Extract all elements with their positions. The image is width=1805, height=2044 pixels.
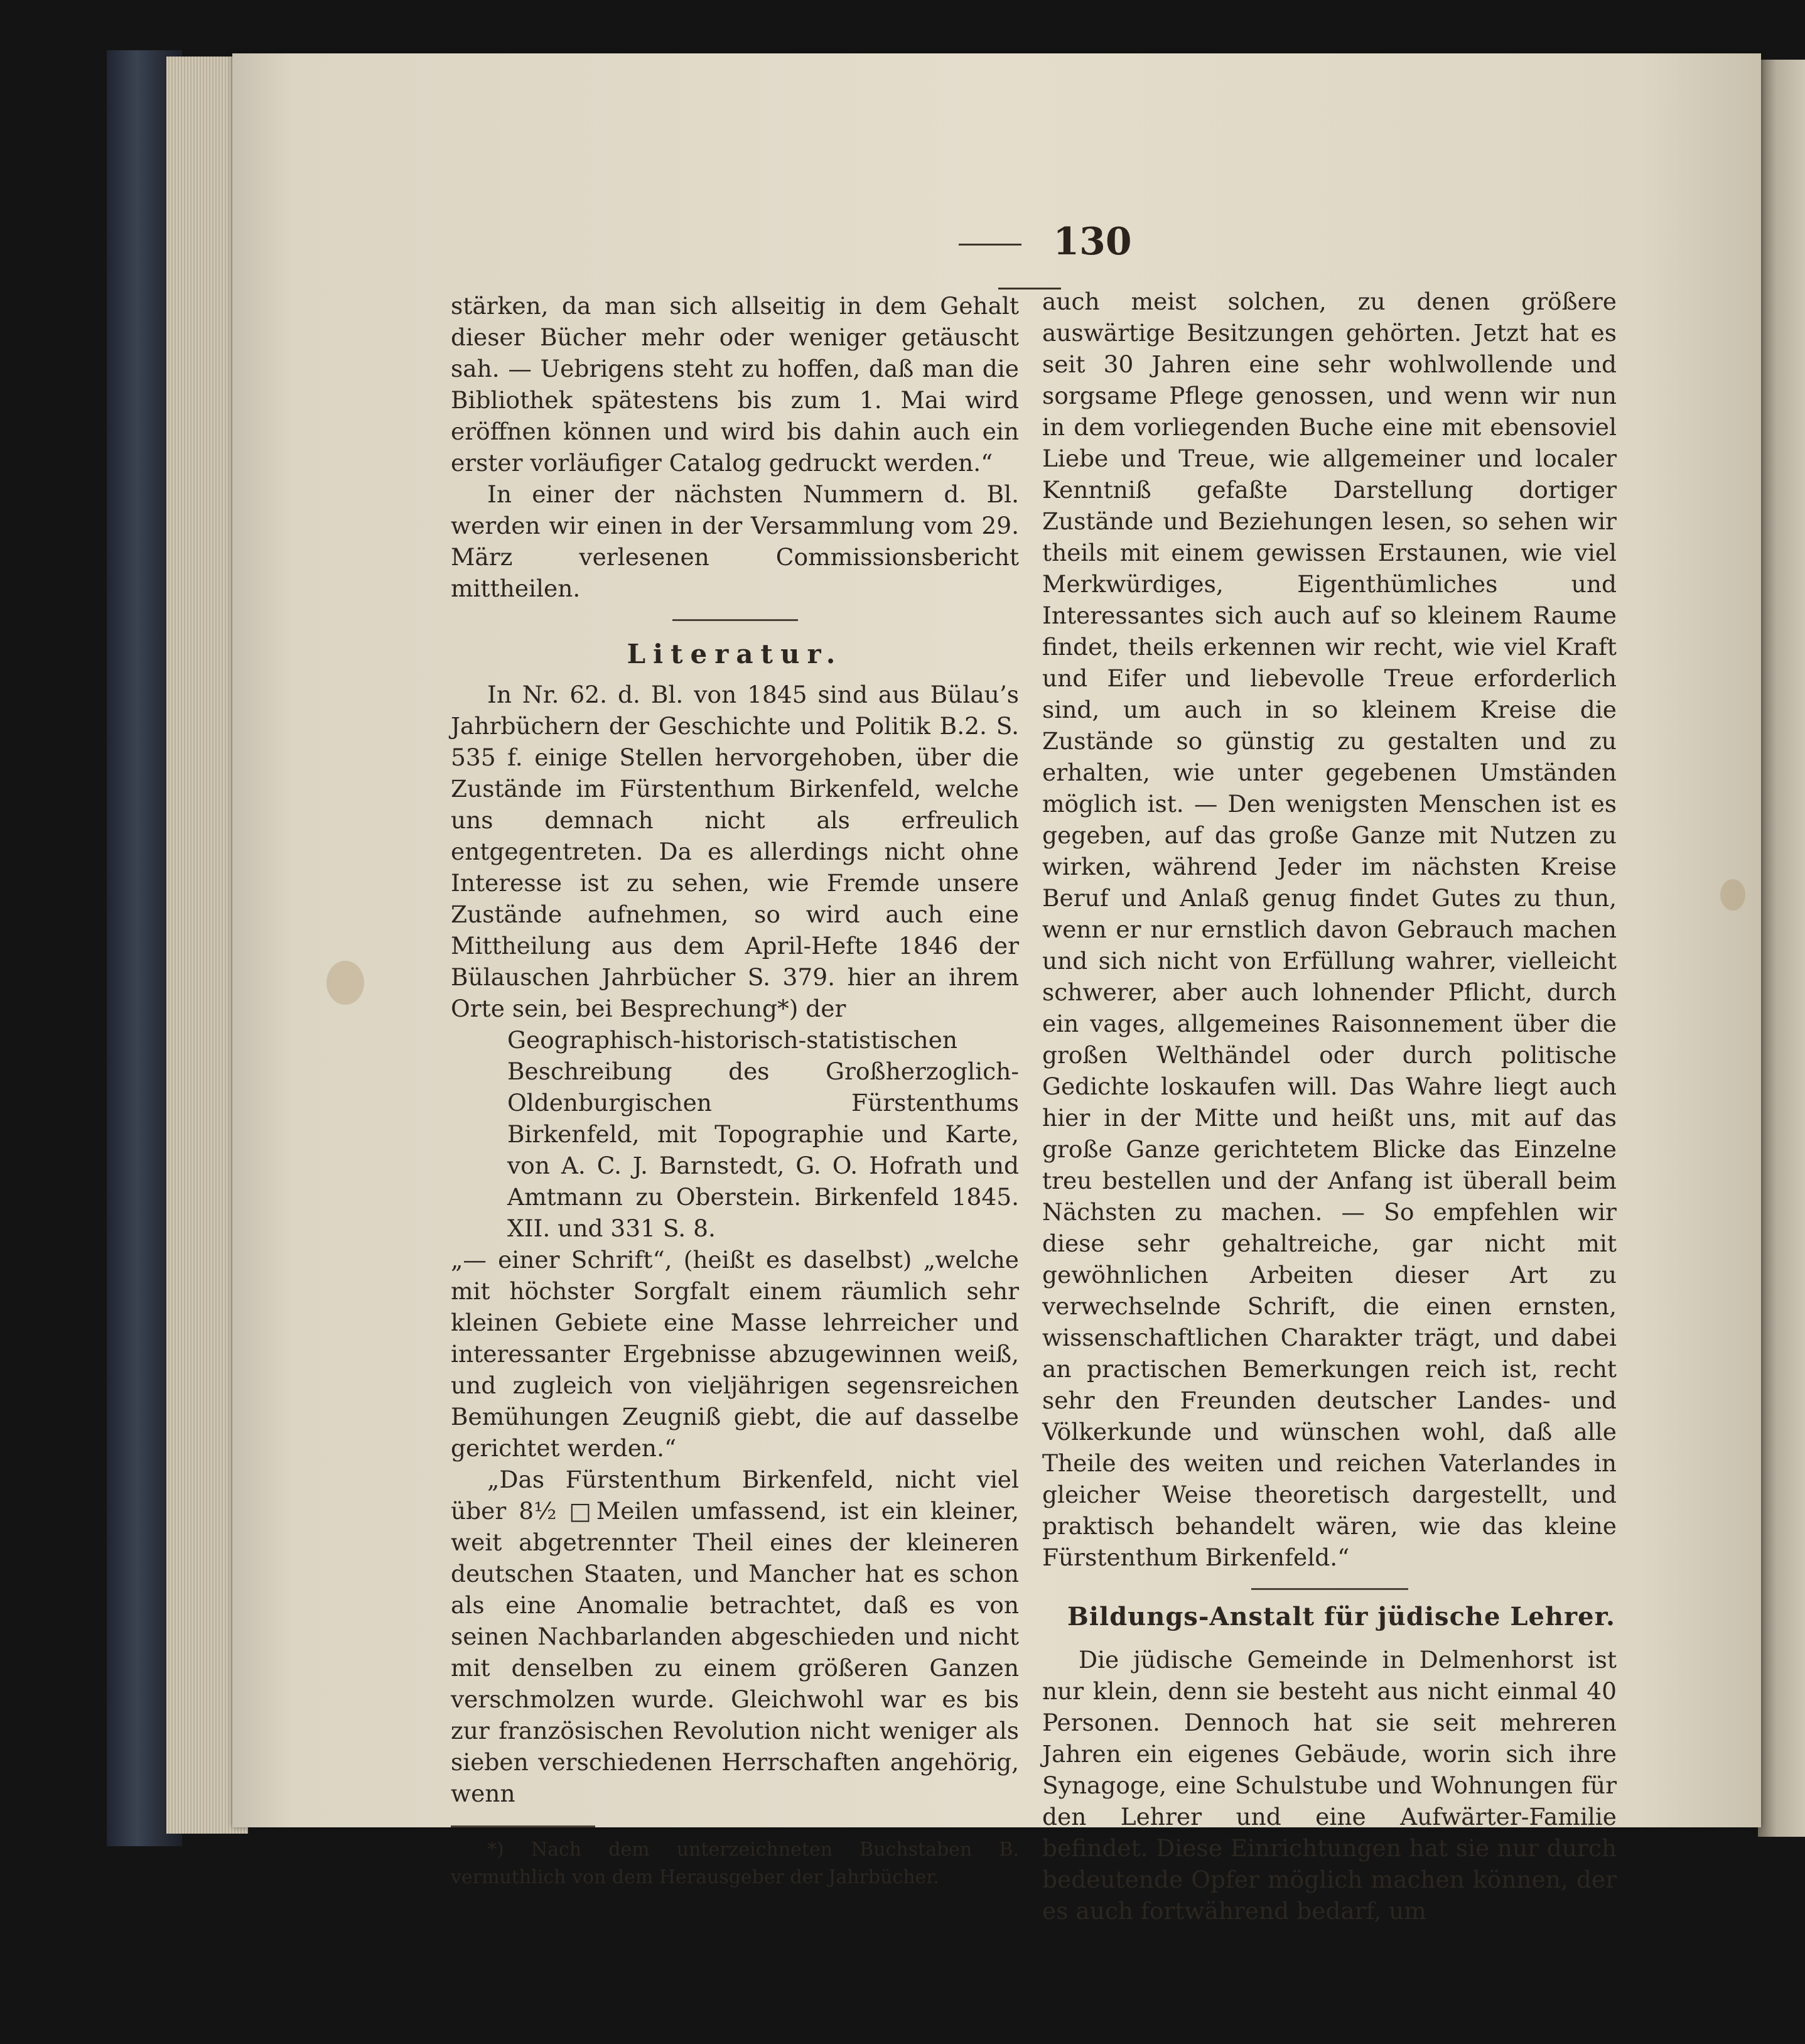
footnote-rule (451, 1825, 595, 1827)
page-header (873, 220, 1187, 276)
paragraph: In einer der nächsten Nummern d. Bl. werden wir einen in der Versammlung vom 29. März verlesenen Commissionsbericht mittheilen. (451, 480, 1019, 602)
book-citation: Geographisch-historisch-statistischen Beschreibung des Großherzoglich-Oldenburgischen Fürstenthums Birkenfeld, mit Topographie und Karte, von A. C. J. Barnstedt, G. O. Hofrath und Amtmann zu Oberstein. Birkenfeld 1845. XII. und 331 S. 8. (507, 1026, 1019, 1242)
paragraph: Die jüdische Gemeinde in Delmenhorst ist nur klein, denn sie besteht aus nicht einmal 40 Personen. Dennoch hat sie seit mehreren Jahren ein eigenes Gebäude, worin sich ihre Synagoge, eine Schulstube und Wohnungen für den Lehrer und eine Aufwärter-Familie befindet. Diese Einrichtungen hat sie nur durch bedeutende Opfer möglich machen können, der es auch fortwährend bedarf, um (1042, 1646, 1617, 1925)
section-separator (1251, 1588, 1408, 1590)
header-rule-left (959, 244, 1021, 246)
section-heading-literatur: Literatur. (627, 639, 843, 669)
paragraph: stärken, da man sich allseitig in dem Gehalt dieser Bücher mehr oder weniger getäuscht sah. — Uebrigens steht zu hoffen, daß man die Bibliothek spätestens bis zum 1. Mai wird eröffnen können und wird bis dahin auch ein erster vorläufiger Catalog gedruckt werden.“ (451, 292, 1019, 477)
section-heading-bildungsanstalt: Bildungs-Anstalt für jüdische Lehrer. (1067, 1602, 1615, 1631)
page-number: 130 (1053, 220, 1132, 264)
paragraph: auch meist solchen, zu denen größere auswärtige Besitzungen gehörten. Jetzt hat es seit 30 Jahren eine sehr wohlwollende und sorgsame Pflege genossen, und wenn wir nun in dem vorliegenden Buche eine mit ebensoviel Liebe und Treue, wie allgemeiner und localer Kenntniß gefaßte Darstellung dortiger Zustände und Beziehungen lesen, so sehen wir theils mit einem gewissen Erstaunen, wie viel Merkwürdiges, Eigenthümliches und Interessantes sich auch auf so kleinem Raume findet, theils erkennen wir recht, wie viel Kraft und Eifer und liebevolle Treue erforderlich sind, um auch in so kleinem Kreise die Zustände so günstig zu gestalten und zu erhalten, wie unter gegebenen Umständen möglich ist. — Den wenigsten Menschen ist es gegeben, auf das große Ganze mit Nutzen zu wirken, während Jeder im nächsten Kreise Beruf und Anlaß genug findet Gutes zu thun, wenn er nur ernstlich davon Gebrauch machen und sich nicht von Erfüllung wahrer, vielleicht schwerer, aber auch lohnender Pflicht, durch ein vages, allgemeines Raisonnement über die großen Welthändel oder durch politische Gedichte loskaufen will. Das Wahre liegt auch hier in der Mitte und heißt uns, mit auf das große Ganze gerichtetem Blicke das Einzelne treu bestellen und der Anfang ist überall beim Nächsten zu machen. — So empfehlen wir diese sehr gehaltreiche, gar nicht mit gewöhnlichen Arbeiten dieser Art zu verwechselnde Schrift, die einen ernsten, wissenschaftlichen Charakter trägt, und dabei an practischen Bemerkungen reich ist, recht sehr den Freunden deutscher Landes- und Völkerkunde und wünschen wohl, daß alle Theile des weiten und reichen Vaterlandes in gleicher Weise theoretisch dargestellt, und praktisch behandelt wären, wie das kleine Fürstenthum Birkenfeld.“ (1042, 288, 1617, 1571)
section-separator (672, 619, 798, 621)
stain (326, 961, 364, 1005)
paragraph: „Das Fürstenthum Birkenfeld, nicht viel über 8½ □Meilen umfassend, ist ein kleiner, weit abgetrennter Theil eines der kleineren deutschen Staaten, und Mancher hat es schon als eine Anomalie betrachtet, daß es von seinen Nachbarlanden abgeschieden und nicht mit denselben zu einem größeren Ganzen verschmolzen wurde. Gleichwohl war es bis zur französischen Revolution nicht weniger als sieben verschiedenen Herrschaften angehörig, wenn (451, 1466, 1019, 1807)
next-page-edge (1758, 60, 1805, 1837)
footnote: *) Nach dem unterzeichneten Buchstaben B. vermuthlich von dem Herausgeber der Jahrbücher. (451, 1839, 1019, 1888)
paragraph: „— einer Schrift“, (heißt es daselbst) „welche mit höchster Sorgfalt einem räumlich sehr kleinen Gebiete eine Masse lehrreicher und interessanter Ergebnisse abzugewinnen weiß, und zugleich von vieljährigen segensreichen Bemühungen Zeugniß giebt, die auf dasselbe gerichtet werden.“ (451, 1246, 1019, 1462)
right-column (1042, 286, 1617, 1927)
paragraph: In Nr. 62. d. Bl. von 1845 sind aus Bülau’s Jahrbüchern der Geschichte und Politik B.2. S. 535 f. einige Stellen hervorgehoben, über die Zustände im Fürstenthum Birkenfeld, welche uns demnach nicht als erfreulich entgegentreten. Da es allerdings nicht ohne Interesse ist zu sehen, wie Fremde unsere Zustände aufnehmen, so wird auch eine Mittheilung aus dem April-Hefte 1846 der Bülauschen Jahrbücher S. 379. hier an ihrem Orte sein, bei Besprechung*) der (451, 681, 1019, 1022)
stain (1720, 879, 1745, 911)
left-column (451, 290, 1019, 1891)
